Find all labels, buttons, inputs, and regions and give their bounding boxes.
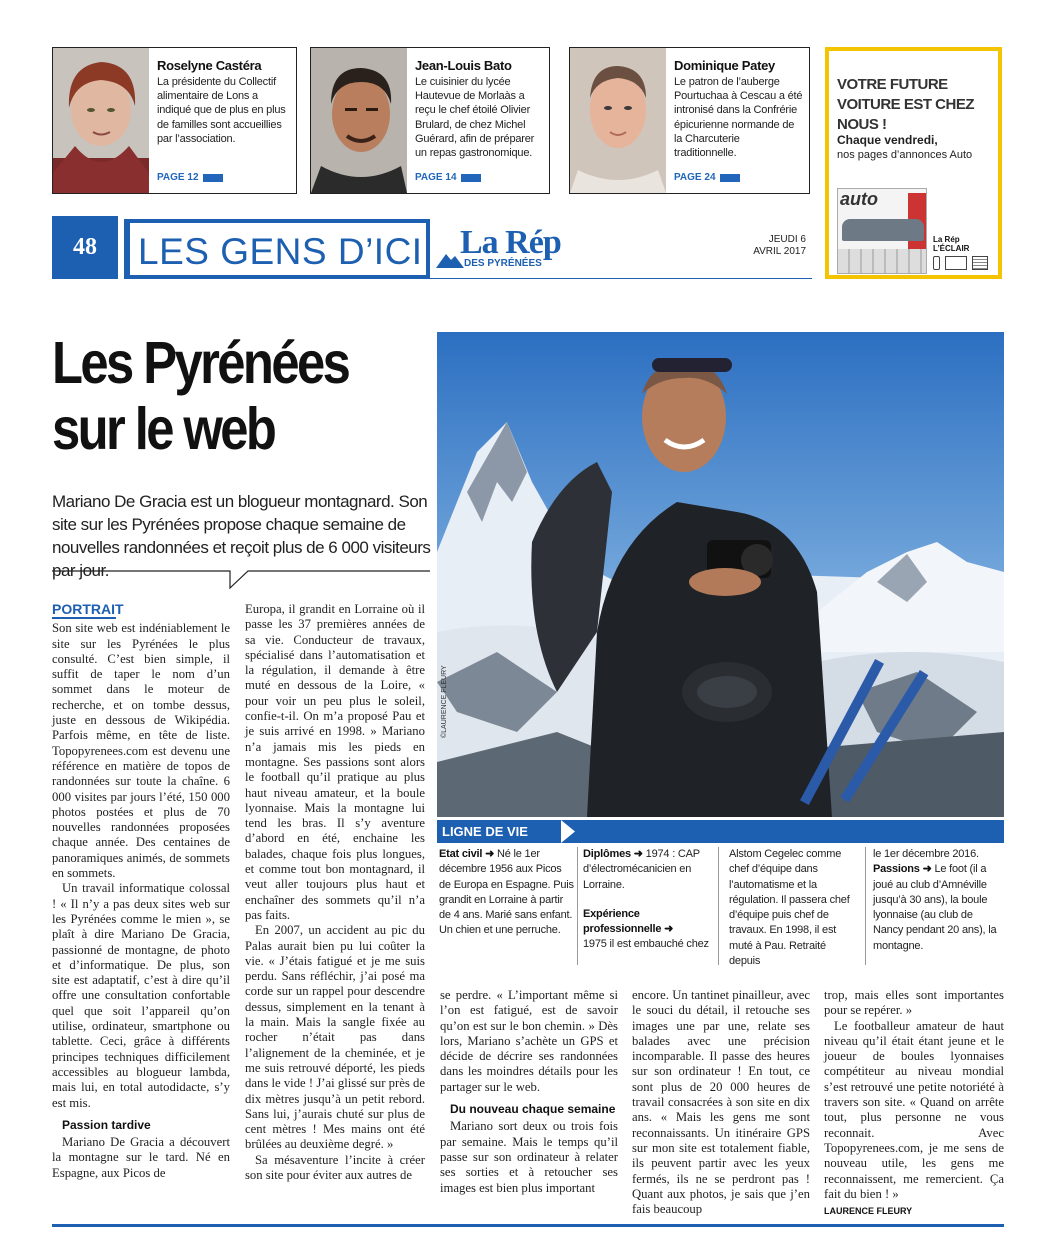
body-paragraph: En 2007, un accident au pic du Palas aurait bien pu lui coûter la vie. « J’étais fatigué et je me suis perdu. Sans réfléchir, j’ai posé ma corde sur un rappel pour descendre dessus, simplement en la tenant à la main. Mais la sangle fixée au rocher n’était pas dans l’alignement de la cheminée, et je me suis retrouvé déporté, les pieds dans le vide ! J’ai glissé sur près de dix mètres jusqu’à un petit rebord. Sans lui, j’aurais chuté sur plus de cent mètres ! Mes mains ont été brûlées au deuxième degré. » — [245, 923, 425, 1152]
car-icon — [842, 219, 924, 241]
section-banner — [124, 219, 430, 279]
page-bar-icon — [461, 174, 481, 182]
ldv-diplomes — [583, 847, 711, 953]
portrait-kicker: PORTRAIT — [52, 601, 124, 617]
body-paragraph: Son site web est indéniablement le site sur les Pyrénées le plus consulté. C’est bien simple, il suffit de taper le nom d’un sommet dans le moteur de recherche, et on tombe dessus, juste en dessous de Wikipédia. Parfois même, en tête de liste. Topopyrenees.com est devenu une référence en matière de topos de randonnées sur toute la chaîne. 6 000 visites par jours l’été, 150 000 photos postées et plus de 70 nouvelles randonnées proposées chaque année. Des centaines de panoramiques animés, de sommets en sommets. — [52, 621, 230, 881]
body-paragraph: Un travail informatique colossal ! « Il n’y a pas deux sites web sur les Pyrénées comme le mien », se plaît à dire Mariano De Gracia, passionné de montagne, de photo et d’informatique. De plus, son site est adaptatif, c’est à dire qu’il offre une consultation confortable quel que soit l’appareil qu’on utilise, ordinateur, smartphone ou tablette. Ceci, grâce à différents principes techniques difficilement accessibles au blogueur lambda, mais lui, en total autodidacte, s’y est mis. — [52, 881, 230, 1110]
chevron-right-icon — [561, 820, 575, 843]
cover-strip — [838, 249, 926, 273]
teaser-desc: Le cuisinier du lycée Hautevue de Morlaàs a reçu le chef étoilé Olivier Brulard, de chez Michel Guérard, afin de préparer un repas gastronomique. — [415, 76, 535, 160]
chapeau-divider — [52, 570, 430, 590]
teaser-bato[interactable] — [310, 47, 550, 194]
subheading: Passion tardive — [62, 1117, 151, 1132]
ldv-text: le 1er décembre 2016. — [873, 848, 979, 860]
teaser-page: PAGE 12 — [157, 172, 199, 183]
hiker-photo — [437, 332, 1004, 817]
arrow-right-icon: ➜ — [922, 863, 932, 876]
logo-main: La Rép — [460, 224, 561, 261]
magazine-title: auto — [840, 189, 878, 209]
teaser-name: Roselyne Castéra — [157, 58, 262, 73]
article-headline — [52, 330, 379, 462]
ldv-text: Alstom Cegelec comme chef d’équipe dans l’automatisme et la régulation. Il passera chef d’équipe puis chef de travaux. En 1998, il est muté à Pau. Retraité depuis — [729, 848, 850, 968]
article-column-3 — [440, 988, 618, 1196]
ldv-label: Passions — [873, 863, 920, 876]
logo-sub: DES PYRÉNÉES — [464, 258, 542, 269]
device-icons — [933, 256, 988, 270]
article-column-1 — [52, 602, 230, 1181]
article-column-2 — [245, 602, 425, 1183]
ldv-divider — [718, 847, 719, 965]
portrait-photo — [570, 48, 666, 193]
teaser-desc: Le patron de l’auberge Pourtuchaa à Cescau a été intronisé dans la Confrérie épicurienne normande de la Charcuterie traditionnelle. — [674, 76, 803, 160]
ad-sub: nos pages d’annonces Auto — [837, 149, 973, 161]
section-title: LES GENS D’ICI — [138, 231, 423, 272]
teaser-castera[interactable] — [52, 47, 297, 194]
ad-brands: La Rép L’ÉCLAIR — [933, 235, 970, 253]
body-paragraph: Sa mésaventure l’incite à créer son site pour éviter aux autres de — [245, 1152, 425, 1182]
teaser-page: PAGE 14 — [415, 172, 457, 183]
body-paragraph: se perdre. « L’important même si l’on est fatigué, est de savoir qu’on est sur le bon chemin. » Dès lors, Mariano s’achète un GPS et décide de décrire ses randonnées dans les moindres détails pour les partager sur le web. — [440, 988, 618, 1094]
auto-ad-box[interactable] — [825, 47, 1002, 279]
ldv-label: Diplômes — [583, 848, 631, 860]
ligne-de-vie-title: LIGNE DE VIE — [442, 824, 528, 839]
portrait-photo — [53, 48, 149, 193]
arrow-right-icon: ➜ — [664, 923, 674, 936]
body-paragraph: Mariano sort deux ou trois fois par semaine. Mais le temps qu’il passe sur son ordinateur à relater ses sorties et à retoucher ses images est bien plus important — [440, 1119, 618, 1195]
body-paragraph: trop, mais elles sont importantes pour se repérer. » — [824, 988, 1004, 1018]
teaser-name: Jean-Louis Bato — [415, 58, 512, 73]
phone-icon — [933, 256, 940, 270]
page-bar-icon — [203, 174, 223, 182]
teaser-page-link[interactable] — [415, 172, 481, 183]
ad-sub-bold: Chaque vendredi, — [837, 133, 938, 147]
headline-line2: sur le web — [52, 396, 275, 462]
article-column-4 — [632, 988, 810, 1217]
portrait-photo — [311, 48, 407, 193]
newspaper-icon — [972, 256, 988, 270]
headline-line1: Les Pyrénées — [52, 330, 349, 396]
teaser-page: PAGE 24 — [674, 172, 716, 183]
ldv-label: Etat civil — [439, 848, 483, 860]
teaser-page-link[interactable] — [157, 172, 223, 183]
teaser-name: Dominique Patey — [674, 58, 775, 73]
page-number: 48 — [52, 216, 118, 279]
arrow-right-icon: ➜ — [485, 848, 495, 860]
ldv-text: Le foot (il a joué au club d’Amnéville jusqu’à 30 ans), la boule lyonnaise (au club de Nancy pendant 20 ans), la montagne. — [873, 863, 997, 952]
photo-credit: ©LAURENCE FLEURY — [441, 665, 448, 738]
ldv-etat-civil — [439, 847, 575, 939]
newspaper-logo[interactable] — [436, 222, 586, 272]
teaser-desc: La présidente du Collectif alimentaire de Lons a indiqué que de plus en plus de familles sont accueillies par l’association. — [157, 76, 286, 145]
article-column-5 — [824, 988, 1004, 1219]
body-paragraph: Le footballeur amateur de haut niveau qu’il était étant jeune et le joueur de boules lyonnaises compétiteur au niveau mondial s’est retrouvé une petite notoriété à travers son site. « Quand on arrête tout, plus personne ne vous reconnait. Avec Topopyrenees.com, je me sens de nouveau utile, les gens me reconnaissent, me remercient. Ça fait du bien ! » — [824, 1018, 1004, 1201]
body-paragraph: Europa, il grandit en Lorraine où il passe les 37 premières années de sa vie. Conducteur de travaux, spécialisé dans l’automatisation et la régulation, il demande à être muté en dessous de la Loire, « pour voir un peu plus le soleil, confie-t-il. On m’a proposé Pau et je suis arrivé en 1998. » Mariano n’a jamais mis les pieds en montagne. Ses passions sont alors le football qu’il pratique au plus haut niveau amateur, et la boule lyonnaise. Mais la montagne lui tend les bras. Il s’y aventure d’abord en été, enchaine les balades, chaque fois plus longues, et comme tout bon montagnard, il veut aller toujours plus haut et enchaîner des sommets qu’il n’a pas faits. — [245, 602, 425, 922]
desktop-icon — [945, 256, 967, 270]
body-paragraph: encore. Un tantinet pinailleur, avec le souci du détail, il retouche ses images une par une, relate ses balades avec une précision incomparable. Il passe des heures sur son ordinateur ! En tout, ce sont plus de 20 000 heures de travail consacrées à son site en dix ans. « Mais les gens me sont reconnaissants. Un itinéraire GPS sur mon site est totalement fiable, ils peuvent partir avec les yeux fermés, ils ne se perdront pas ! Quant aux photos, je sais que j’en fais beaucoup — [632, 988, 810, 1217]
ldv-passions — [873, 847, 1001, 954]
ldv-text: Né le 1er décembre 1956 aux Picos de Europa en Espagne. Puis grandit en Lorraine à partir de 4 ans. Marié sans enfant. Un chien et une perruche. — [439, 848, 574, 937]
ldv-divider — [577, 847, 578, 965]
teaser-patey[interactable] — [569, 47, 810, 194]
ldv-divider — [865, 847, 866, 965]
article-chapeau: Mariano De Gracia est un blogueur montagnard. Son site sur les Pyrénées propose chaque semaine de nouvelles randonnées et reçoit plus de 6 000 visiteurs par jour. — [52, 492, 431, 580]
teaser-page-link[interactable] — [674, 172, 740, 183]
header-rule — [124, 278, 812, 279]
author-signature: LAURENCE FLEURY — [824, 1206, 913, 1217]
ligne-de-vie-bar — [437, 820, 1004, 843]
ad-headline: VOTRE FUTURE VOITURE EST CHEZ NOUS ! — [837, 76, 975, 133]
arrow-right-icon: ➜ — [633, 848, 643, 860]
ldv-carriere — [729, 847, 859, 969]
ldv-text: 1975 il est embauché chez — [583, 938, 709, 951]
issue-date — [740, 234, 806, 258]
body-paragraph: Mariano De Gracia a découvert la montagne sur le tard. Né en Espagne, aux Picos de — [52, 1135, 230, 1180]
page-bar-icon — [720, 174, 740, 182]
date-line2: AVRIL 2017 — [753, 246, 806, 257]
kicker-underline — [52, 617, 116, 619]
ldv-text: 1974 : CAP d’électromécanicien en Lorraine. — [583, 848, 700, 891]
date-line1: JEUDI 6 — [768, 234, 806, 245]
footer-rule — [52, 1224, 1004, 1227]
subheading: Du nouveau chaque semaine — [450, 1102, 616, 1117]
magazine-cover-image — [837, 188, 927, 274]
ldv-label: Expérience professionnelle — [583, 907, 662, 936]
